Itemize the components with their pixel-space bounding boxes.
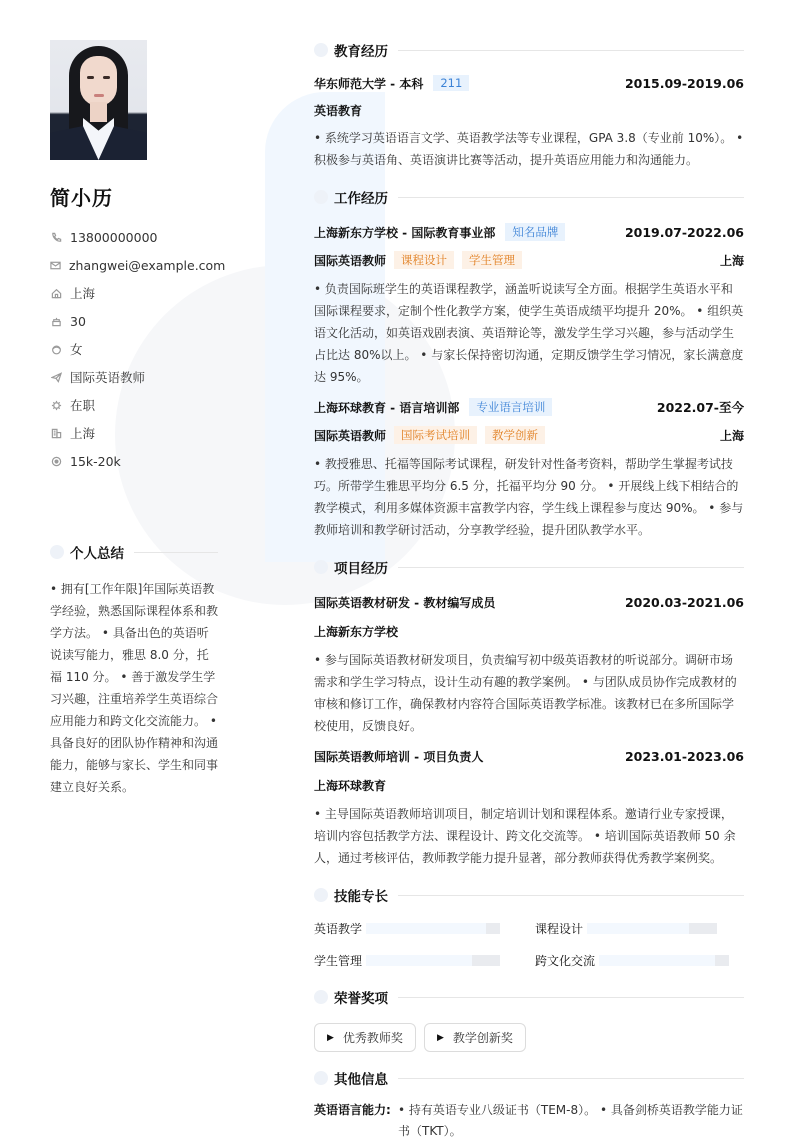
role-tag: 教学创新 <box>485 426 545 444</box>
info-city <box>50 419 220 447</box>
work-location: 上海 <box>719 253 744 268</box>
project-org: 上海环球教育 <box>314 778 387 793</box>
skill-name: 英语教学 <box>314 921 363 936</box>
projects-title: 项目经历 <box>334 561 388 577</box>
play-triangle-icon: ▶ <box>436 1032 444 1043</box>
age-value: 30 <box>70 313 86 329</box>
salary-icon <box>50 455 62 467</box>
contact-info-list <box>50 223 226 475</box>
divider <box>398 50 744 51</box>
work-section <box>314 185 744 541</box>
salary-value: 15k-20k <box>70 453 121 469</box>
projects-header <box>314 555 744 579</box>
role-tag: 国际考试培训 <box>394 426 477 444</box>
projects-section <box>314 555 744 869</box>
project-description: • 主导国际英语教师培训项目，制定培训计划和课程体系。邀请行业专家授课，培训内容包括教学方法、课程设计、跨文化交流等。 • 培训国际英语教师 50 余人，通过考核评估，教师教学能力提升显著，部分教师获得优秀教学案例奖。 <box>314 807 736 865</box>
age-icon <box>50 315 62 327</box>
city-value: 上海 <box>70 426 96 441</box>
work-header <box>314 185 744 209</box>
section-bullet-icon <box>314 560 328 574</box>
status-value: 在职 <box>70 398 96 413</box>
skills-section <box>314 883 744 971</box>
email-value: zhangwei@example.com <box>69 257 226 273</box>
skill-name: 课程设计 <box>535 921 584 936</box>
summary-title: 个人总结 <box>70 546 124 562</box>
other-header <box>314 1066 744 1090</box>
work-description: • 教授雅思、托福等国际考试课程，研发针对性备考资料，帮助学生掌握考试技巧。所带学生雅思平均分 6.5 分，托福平均分 90 分。 • 开展线上线下相结合的教学模式，利用多媒体资源丰富教学内容，学生线上课程参与度达 90%。 • 参与教师培训和教学研讨活动，分享教学经验，提升团队教学水平。 <box>314 457 744 537</box>
building-icon <box>50 427 62 439</box>
award-item[interactable] <box>314 1023 416 1052</box>
skill-item <box>314 949 535 971</box>
phone-icon <box>50 231 62 243</box>
info-email <box>50 251 226 279</box>
job-role: 国际英语教师 <box>314 428 387 443</box>
skills-header <box>314 883 744 907</box>
job-role: 国际英语教师 <box>314 253 387 268</box>
other-section <box>314 1066 744 1140</box>
work-entry <box>314 396 744 541</box>
work-location: 上海 <box>719 428 744 443</box>
project-org: 上海新东方学校 <box>314 624 399 639</box>
company-tag: 知名品牌 <box>505 223 565 241</box>
skill-item <box>535 949 744 971</box>
gender-icon <box>50 343 62 355</box>
section-bullet-icon <box>314 190 328 204</box>
gender-value: 女 <box>70 342 83 357</box>
summary-text: • 拥有[工作年限]年国际英语教学经验，熟悉国际课程体系和教学方法。 • 具备出色的英语听说读写能力，雅思 8.0 分，托福 110 分。 • 善于激发学生学习兴趣，注重培养学生英语综合应用能力和跨文化交流能力。 • 具备良好的团队协作精神和沟通能力，能够与家长、学生和同事建立良好关系。 <box>50 582 219 794</box>
company-name: 上海环球教育 - 语言培训部 <box>314 400 460 415</box>
project-name: 国际英语教材研发 - 教材编写成员 <box>314 595 496 610</box>
divider <box>398 197 744 198</box>
phone-value: 13800000000 <box>70 229 158 245</box>
right-column <box>314 38 744 1140</box>
work-entry <box>314 221 744 388</box>
play-triangle-icon: ▶ <box>327 1032 334 1043</box>
summary-section-header <box>50 542 218 562</box>
home-value: 上海 <box>70 286 96 301</box>
profile-name: 简小历 <box>50 186 113 210</box>
education-entry <box>314 72 744 171</box>
awards-section <box>314 985 744 1052</box>
project-name: 国际英语教师培训 - 项目负责人 <box>314 749 484 764</box>
work-title: 工作经历 <box>334 191 388 207</box>
school-tag: 211 <box>433 75 469 91</box>
skills-title: 技能专长 <box>334 889 388 905</box>
education-title: 教育经历 <box>334 44 388 60</box>
skill-level-bar <box>587 923 717 934</box>
other-title: 其他信息 <box>334 1072 388 1088</box>
section-bullet-icon <box>50 545 64 559</box>
work-description: • 负责国际班学生的英语课程教学，涵盖听说读写全方面。根据学生英语水平和国际课程要求，定制个性化教学方案，使学生英语成绩平均提升 20%。 • 组织英语文化活动，如英语戏剧表演、英语辩论等，激发学生学习兴趣，参与活动学生占比达 80%以上。 • 与家长保持密切沟通，定期反馈学生学习情况，家长满意度达 95%。 <box>314 282 744 384</box>
award-label: 教学创新奖 <box>452 1031 513 1045</box>
education-section <box>314 38 744 171</box>
status-icon <box>50 399 62 411</box>
divider <box>398 997 744 998</box>
project-entry <box>314 745 744 869</box>
skills-grid <box>314 917 744 971</box>
info-gender <box>50 335 220 363</box>
divider <box>398 567 744 568</box>
award-item[interactable] <box>424 1023 526 1052</box>
section-bullet-icon <box>314 1071 328 1085</box>
education-header <box>314 38 744 62</box>
divider <box>398 895 744 896</box>
awards-title: 荣誉奖项 <box>334 991 388 1007</box>
project-date: 2020.03-2021.06 <box>624 594 744 610</box>
skill-name: 学生管理 <box>314 953 363 968</box>
awards-list <box>314 1023 744 1052</box>
skill-item <box>314 917 535 939</box>
awards-header <box>314 985 744 1009</box>
major: 英语教育 <box>314 103 363 118</box>
left-column <box>50 40 226 475</box>
skill-level-bar <box>366 955 500 966</box>
work-date: 2022.07-至今 <box>656 400 744 415</box>
other-item <box>314 1100 744 1140</box>
info-position <box>50 363 220 391</box>
home-icon <box>50 287 62 299</box>
info-home <box>50 279 220 307</box>
company-name: 上海新东方学校 - 国际教育事业部 <box>314 225 496 240</box>
skill-item <box>535 917 744 939</box>
school-name: 华东师范大学 - 本科 <box>314 76 424 91</box>
info-status <box>50 391 220 419</box>
education-description: • 系统学习英语语言文学、英语教学法等专业课程，GPA 3.8（专业前 10%）。 • 积极参与英语角、英语演讲比赛等活动，提升英语应用能力和沟通能力。 <box>314 131 744 167</box>
info-age <box>50 307 220 335</box>
divider <box>134 552 218 553</box>
info-salary <box>50 447 220 475</box>
role-tag: 学生管理 <box>462 251 522 269</box>
section-bullet-icon <box>314 990 328 1004</box>
divider <box>398 1078 744 1079</box>
other-label: 英语语言能力: <box>314 1103 391 1117</box>
info-phone <box>50 223 220 251</box>
section-bullet-icon <box>314 43 328 57</box>
send-icon <box>50 371 62 383</box>
project-date: 2023.01-2023.06 <box>624 748 744 764</box>
other-text: • 持有英语专业八级证书（TEM-8）。 • 具备剑桥英语教学能力证书（TKT）。 <box>398 1103 743 1138</box>
section-bullet-icon <box>314 888 328 902</box>
profile-photo <box>50 40 147 160</box>
skill-level-bar <box>599 955 729 966</box>
position-value: 国际英语教师 <box>70 370 146 385</box>
company-tag: 专业语言培训 <box>469 398 552 416</box>
skill-level-bar <box>366 923 500 934</box>
award-label: 优秀教师奖 <box>342 1031 403 1045</box>
project-entry <box>314 591 744 737</box>
role-tag: 课程设计 <box>394 251 454 269</box>
project-description: • 参与国际英语教材研发项目，负责编写初中级英语教材的听说部分。调研市场需求和学生学习特点，设计生动有趣的教学案例。 • 与团队成员协作完成教材的审核和修订工作，确保教材内容符合国际英语教学标准。该教材已在多所国际学校使用，反馈良好。 <box>314 653 737 733</box>
education-date: 2015.09-2019.06 <box>624 75 744 91</box>
skill-name: 跨文化交流 <box>535 953 596 968</box>
mail-icon <box>50 259 61 271</box>
work-date: 2019.07-2022.06 <box>624 224 744 240</box>
